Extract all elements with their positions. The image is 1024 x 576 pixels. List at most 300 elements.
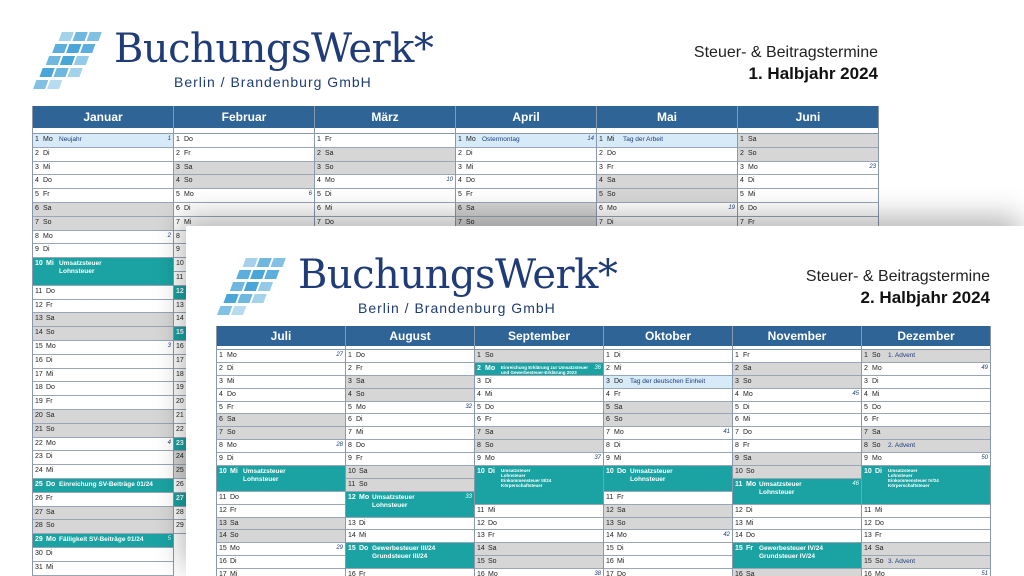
weekday: So [46,425,55,433]
weekday: Do [743,429,752,437]
day-row[interactable] [862,556,990,569]
day-row[interactable] [475,518,603,531]
day-row[interactable] [346,389,474,402]
day-row[interactable] [217,363,345,376]
day-row[interactable] [604,350,732,363]
day-number: 4 [317,177,321,185]
day-row[interactable] [174,134,314,148]
day-row[interactable] [33,562,173,576]
weekday: Di [488,468,495,476]
day-row[interactable] [733,363,861,376]
day-number: 5 [348,403,352,411]
weekday: Do [872,403,881,411]
day-row[interactable] [456,203,596,217]
day-number: 4 [599,177,603,185]
day-row[interactable] [315,189,455,203]
day-row[interactable] [604,466,732,492]
day-row[interactable] [346,453,474,466]
weekday: Mi [872,390,880,398]
day-row[interactable] [733,466,861,479]
day-row[interactable] [862,466,990,505]
day-row[interactable] [346,376,474,389]
weekday: Sa [743,364,752,372]
day-number: 2 [735,364,739,372]
day-row[interactable] [456,162,596,176]
day-row[interactable] [738,162,878,176]
weekday: Sa [325,149,334,157]
tax-deadline-label: Umsatzsteuer Lohnsteuer [759,480,802,496]
day-row[interactable] [217,389,345,402]
day-row[interactable] [604,414,732,427]
weekday: Fr [607,163,614,171]
day-number: 1 [599,136,603,143]
calendar-week-number: 3 [167,342,171,349]
day-number: 15 [219,545,227,553]
day-number: 9 [348,455,352,463]
day-row[interactable] [33,231,173,245]
day-row[interactable] [597,175,737,189]
day-row[interactable] [475,414,603,427]
day-row[interactable] [738,134,878,148]
day-row[interactable] [733,427,861,440]
day-number: 29 [35,536,43,544]
weekday: Mo [488,571,498,576]
weekday: Do [746,532,755,540]
day-row[interactable] [33,134,173,148]
day-row[interactable] [217,543,345,556]
day-number: 7 [740,218,744,226]
day-row[interactable] [33,369,173,383]
day-row[interactable] [862,569,990,576]
day-row[interactable] [733,518,861,531]
day-number: 11 [735,480,743,488]
day-row[interactable] [604,492,732,505]
day-row[interactable] [33,534,173,548]
day-row[interactable] [475,427,603,440]
day-number: 11 [35,287,43,295]
day-row[interactable] [862,363,990,376]
day-row[interactable] [315,162,455,176]
day-row[interactable] [33,341,173,355]
weekday: So [488,558,497,566]
day-row[interactable] [346,363,474,376]
tax-deadline-label: Umsatzsteuer Lohnsteuer [630,468,673,484]
day-row[interactable] [862,350,990,363]
day-row[interactable] [33,507,173,521]
day-row[interactable] [862,530,990,543]
day-row[interactable] [33,203,173,217]
weekday: Di [325,191,332,199]
weekday: Sa [46,508,55,516]
day-row[interactable] [604,556,732,569]
day-number: 6 [348,416,352,424]
day-row[interactable] [346,569,474,576]
day-row[interactable] [33,493,173,507]
company-subtitle: Berlin / Brandenburg GmbH [174,74,372,90]
day-number: 4 [35,177,39,185]
weekday: Do [748,204,757,212]
tax-deadline-label: Gewerbesteuer III/24 Grundsteuer III/24 [372,545,436,561]
day-number: 10 [219,468,227,476]
day-row[interactable] [33,355,173,369]
holiday-label: Neujahr [59,136,82,143]
weekday: Mo [43,232,53,240]
weekday: Mi [43,163,51,171]
day-row[interactable] [597,189,737,203]
day-number: 14 [735,532,743,540]
day-number: 5 [735,403,739,411]
month-header: August [346,326,474,346]
day-row[interactable] [174,148,314,162]
day-row[interactable] [604,427,732,440]
weekday: Mo [46,439,56,447]
weekday: Di [43,246,50,254]
day-row[interactable] [733,543,861,569]
day-row[interactable] [475,569,603,576]
day-number: 12 [219,506,227,514]
day-row[interactable] [217,518,345,531]
day-row[interactable] [33,162,173,176]
day-row[interactable] [604,453,732,466]
day-number: 8 [219,442,223,450]
day-number: 2 [458,149,462,157]
day-row[interactable] [862,543,990,556]
day-number: 17 [606,571,614,576]
day-row[interactable] [174,203,314,217]
day-row[interactable] [604,389,732,402]
day-row[interactable] [174,175,314,189]
day-row[interactable] [738,148,878,162]
day-number: 3 [458,163,462,171]
day-row[interactable] [456,175,596,189]
day-row[interactable] [475,402,603,415]
day-row[interactable] [315,134,455,148]
day-number: 2 [176,149,180,157]
day-row[interactable] [33,465,173,479]
day-row[interactable] [346,466,474,479]
day-number: 13 [477,532,485,540]
day-row[interactable] [862,414,990,427]
day-row[interactable] [33,520,173,534]
day-number: 4 [348,390,352,398]
day-row[interactable] [217,556,345,569]
day-row[interactable] [33,300,173,314]
day-row[interactable] [346,492,474,518]
month-column [33,106,174,576]
weekday: Mo [46,536,57,544]
day-number: 7 [599,218,603,226]
day-number: 23 [176,439,184,447]
day-row[interactable] [33,148,173,162]
day-row[interactable] [315,148,455,162]
day-row[interactable] [475,453,603,466]
weekday: So [872,352,881,359]
day-row[interactable] [456,148,596,162]
day-number: 11 [348,480,356,488]
day-row[interactable] [33,313,173,327]
day-row[interactable] [174,162,314,176]
day-row[interactable] [33,258,173,286]
day-row[interactable] [346,427,474,440]
day-number: 6 [606,416,610,424]
calendar-sheet-h2 [186,226,1024,576]
weekday: Di [43,149,50,157]
day-row[interactable] [597,162,737,176]
day-row[interactable] [33,382,173,396]
day-row[interactable] [733,389,861,402]
day-row[interactable] [346,479,474,492]
tax-deadline-label: Umsatzsteuer Lohnsteuer Einkommensteuer III/24 Körperschaftsteuer [501,468,552,489]
weekday: Mi [485,390,493,398]
day-row[interactable] [315,203,455,217]
day-row[interactable] [475,530,603,543]
holiday-label: Tag der Arbeit [623,136,664,143]
day-number: 2 [35,149,39,157]
day-row[interactable] [217,569,345,576]
day-row[interactable] [862,402,990,415]
calendar-week-number: 49 [981,364,988,371]
day-row[interactable] [33,327,173,341]
brand-name: BuchungsWerk [298,252,598,298]
tax-deadline-label: Umsatzsteuer Lohnsteuer [59,260,102,276]
day-number: 13 [176,301,184,309]
day-number: 3 [606,377,610,385]
weekday: Mi [488,506,496,514]
day-number: 6 [477,416,481,424]
weekday: Di [184,204,191,212]
day-number: 14 [477,545,485,553]
day-row[interactable] [33,451,173,465]
day-row[interactable] [475,350,603,363]
weekday: Do [875,519,884,527]
day-row[interactable] [738,203,878,217]
weekday: Fr [485,416,492,424]
day-number: 9 [219,455,223,463]
weekday: So [743,377,752,385]
day-row[interactable] [346,402,474,415]
weekday: Mo [485,364,496,372]
day-row[interactable] [33,286,173,300]
weekday: Mi [748,191,756,199]
day-row[interactable] [456,134,596,148]
weekday: Fr [466,191,473,199]
day-row[interactable] [604,518,732,531]
day-number: 27 [176,494,184,502]
day-row[interactable] [217,530,345,543]
day-number: 7 [176,218,180,226]
day-number: 13 [35,315,43,323]
day-row[interactable] [217,505,345,518]
day-row[interactable] [33,424,173,438]
day-row[interactable] [217,376,345,389]
day-row[interactable] [315,175,455,189]
weekday: Di [872,377,879,385]
weekday: Mo [230,545,240,553]
day-row[interactable] [346,543,474,569]
day-row[interactable] [733,569,861,576]
day-row[interactable] [733,376,861,389]
day-number: 14 [606,532,614,540]
day-row[interactable] [475,389,603,402]
day-row[interactable] [604,440,732,453]
calendar-week-number: 27 [336,352,343,358]
weekday: Di [746,506,753,514]
weekday: So [614,416,623,424]
weekday: Fr [748,218,755,226]
day-number: 11 [606,493,614,501]
day-row[interactable] [597,134,737,148]
day-row[interactable] [862,427,990,440]
day-number: 3 [176,163,180,171]
day-row[interactable] [33,244,173,258]
day-row[interactable] [33,396,173,410]
month-header: September [475,326,603,346]
day-row[interactable] [217,427,345,440]
weekday: Sa [230,519,239,527]
day-number: 9 [735,455,739,463]
day-number: 24 [176,453,184,461]
month-column [604,326,733,576]
day-row[interactable] [604,376,732,389]
weekday: Mi [46,563,54,571]
day-number: 6 [219,416,223,424]
day-row[interactable] [33,189,173,203]
weekday: So [184,177,193,185]
month-header: Mai [597,106,737,128]
weekday: Mo [746,480,757,488]
calendar-week-number: 10 [446,177,453,184]
day-row[interactable] [604,569,732,576]
day-row[interactable] [346,414,474,427]
day-row[interactable] [33,175,173,189]
day-row[interactable] [217,492,345,505]
calendar-week-number: 38 [594,571,601,576]
day-row[interactable] [862,518,990,531]
day-number: 2 [317,149,321,157]
day-row[interactable] [33,438,173,452]
day-row[interactable] [174,189,314,203]
day-row[interactable] [475,440,603,453]
day-number: 15 [606,545,614,553]
tax-deadline-label: Gewerbesteuer IV/24 Grundsteuer IV/24 [759,545,823,561]
day-row[interactable] [475,376,603,389]
day-number: 12 [864,519,872,527]
weekday: Mi [325,204,333,212]
day-number: 8 [606,442,610,450]
day-number: 5 [219,403,223,411]
weekday: Sa [743,455,752,463]
day-row[interactable] [733,402,861,415]
day-row[interactable] [475,363,603,376]
month-column [346,326,475,576]
day-row[interactable] [604,363,732,376]
day-row[interactable] [604,402,732,415]
day-number: 6 [176,204,180,212]
weekday: So [43,218,52,226]
day-row[interactable] [733,440,861,453]
day-number: 16 [477,571,485,576]
day-row[interactable] [217,453,345,466]
weekday: Di [607,218,614,226]
day-number: 10 [606,468,614,476]
day-row[interactable] [346,530,474,543]
day-row[interactable] [217,350,345,363]
calendar-week-number: 23 [869,163,876,170]
day-row[interactable] [346,350,474,363]
weekday: Di [743,403,750,411]
day-row[interactable] [33,217,173,231]
weekday: So [227,429,236,437]
day-row[interactable] [733,350,861,363]
day-row[interactable] [475,556,603,569]
day-row[interactable] [733,530,861,543]
tax-deadline-label: Einreichung SV-Beiträge 01/24 [59,480,153,488]
day-row[interactable] [597,148,737,162]
day-row[interactable] [733,479,861,505]
day-row[interactable] [862,440,990,453]
day-row[interactable] [604,543,732,556]
day-number: 7 [348,429,352,437]
day-row[interactable] [733,414,861,427]
day-row[interactable] [217,466,345,492]
weekday: Mi [230,571,238,576]
day-row[interactable] [604,530,732,543]
day-row[interactable] [456,189,596,203]
day-row[interactable] [733,453,861,466]
weekday: Sa [227,416,236,424]
month-header: Juni [738,106,878,128]
weekday: So [748,149,757,157]
weekday: So [356,390,365,398]
calendar-week-number: 14 [587,136,594,142]
day-number: 18 [176,370,184,378]
day-row[interactable] [597,203,737,217]
day-row[interactable] [862,505,990,518]
day-row[interactable] [217,440,345,453]
day-row[interactable] [475,543,603,556]
sheet-header [694,44,878,84]
day-row[interactable] [862,389,990,402]
day-row[interactable] [733,505,861,518]
day-row[interactable] [862,453,990,466]
day-row[interactable] [217,402,345,415]
weekday: So [485,442,494,450]
day-row[interactable] [33,410,173,424]
weekday: Mi [614,455,622,463]
day-row[interactable] [33,479,173,493]
day-row[interactable] [862,376,990,389]
weekday: Mi [46,467,54,475]
day-number: 11 [219,493,227,501]
weekday: Mi [875,506,883,514]
day-number: 3 [740,163,744,171]
day-row[interactable] [346,440,474,453]
day-row[interactable] [33,548,173,562]
day-row[interactable] [738,189,878,203]
day-row[interactable] [475,505,603,518]
weekday: Sa [184,163,193,171]
day-row[interactable] [217,414,345,427]
day-row[interactable] [738,175,878,189]
day-number: 8 [35,232,39,240]
day-number: 19 [35,398,43,406]
day-row[interactable] [604,505,732,518]
day-row[interactable] [346,518,474,531]
weekday: Di [46,356,53,364]
day-number: 12 [348,493,356,501]
day-row[interactable] [475,466,603,505]
weekday: Do [488,519,497,527]
